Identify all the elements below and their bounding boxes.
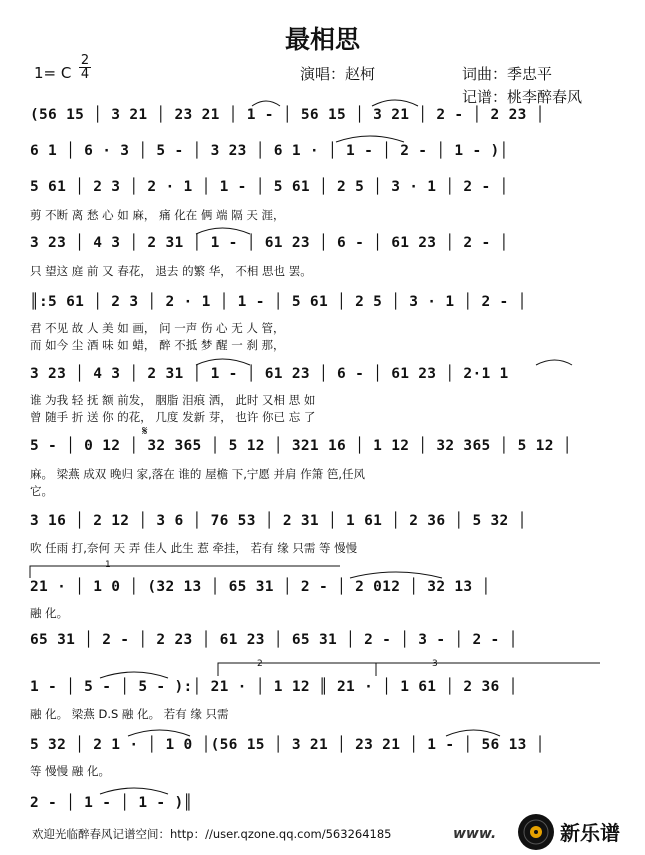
composer-credit: 词曲：季忠平 <box>462 65 553 83</box>
notation-row: ║:5 61 │ 2 3 │ 2 · 1 │ 1 - │ 5 61 │ 2 5 │ 3 · 1 │ 2 - │ <box>30 294 527 310</box>
tie-mark <box>536 360 572 365</box>
singer-credit: 演唱：赵柯 <box>300 65 376 83</box>
vinyl-record-icon <box>516 812 556 852</box>
watermark-url: www. <box>453 826 497 842</box>
key-signature: 1= C <box>34 64 72 82</box>
lyric-line: 吹 任雨 打,奈何 天 弄 佳人 此生 惹 牵挂， 若有 缘 只需 等 慢慢 <box>30 541 358 555</box>
tie-mark <box>100 672 168 678</box>
tie-mark <box>128 730 190 736</box>
lyric-line: 而 如今 尘 酒 味 如 蜡， 醉 不抵 梦 醒 一 刹 那， <box>30 338 285 352</box>
lyric-line: 它。 <box>30 484 53 498</box>
notation-row: 5 32 │ 2 1 · │ 1 0 │(56 15 │ 3 21 │ 23 21 │ 1 - │ 56 13 │ <box>30 737 545 753</box>
lyric-line: 君 不见 故 人 美 如 画， 问 一声 伤 心 无 人 管， <box>30 321 285 335</box>
tie-mark <box>336 136 404 142</box>
notation-row: 6 1 │ 6 · 3 │ 5 - │ 3 23 │ 6 1 · │ 1 - │ 2 - │ 1 - )│ <box>30 143 509 159</box>
watermark-brand: 新乐谱 <box>560 821 620 845</box>
notation-row: 3 23 │ 4 3 │ 2 31 │ 1 - │ 61 23 │ 6 - │ 61 23 │ 2 - │ <box>30 235 509 251</box>
volta-bracket <box>30 566 340 578</box>
lyric-line: 谁 为我 轻 抚 额 前发， 胭脂 泪痕 洒， 此时 又相 思 如 <box>30 393 316 407</box>
notation-row: (56 15 │ 3 21 │ 23 21 │ 1 - │ 56 15 │ 3 21 │ 2 - │ 2 23 │ <box>30 107 545 123</box>
tie-mark <box>350 572 442 578</box>
tie-mark <box>372 100 418 106</box>
volta-bracket <box>376 663 600 676</box>
volta-bracket <box>218 663 376 676</box>
volta-label: 2 <box>257 659 263 669</box>
tie-mark <box>196 228 250 234</box>
volta-label: 1 <box>105 560 111 570</box>
notation-row: 65 31 │ 2 - │ 2 23 │ 61 23 │ 65 31 │ 2 - │ 3 - │ 2 - │ <box>30 632 518 648</box>
tie-mark <box>100 788 168 794</box>
song-title: 最相思 <box>284 25 360 54</box>
segno-sign: 𝄋 <box>142 424 148 439</box>
footer-note: 欢迎光临醉春风记谱空间：http：//user.qzone.qq.com/563264185 <box>32 827 392 841</box>
lyric-line: 等 慢慢 融 化。 <box>30 764 110 778</box>
notation-row: 3 23 │ 4 3 │ 2 31 │ 1 - │ 61 23 │ 6 - │ 61 23 │ 2·1 1 <box>30 366 509 382</box>
lyric-line: 融 化。 梁燕 D.S 融 化。 若有 缘 只需 <box>30 707 229 721</box>
notation-row: 5 61 │ 2 3 │ 2 · 1 │ 1 - │ 5 61 │ 2 5 │ 3 · 1 │ 2 - │ <box>30 179 509 195</box>
time-signature-bottom: 4 <box>80 67 90 82</box>
notation-row: 1 - │ 5 - │ 5 - ):│ 21 · │ 1 12 ║ 21 · │ 1 61 │ 2 36 │ <box>30 679 518 695</box>
notation-row: 3 16 │ 2 12 │ 3 6 │ 76 53 │ 2 31 │ 1 61 │ 2 36 │ 5 32 │ <box>30 513 527 529</box>
lyric-line: 融 化。 <box>30 606 69 620</box>
lyric-line: 曾 随手 折 送 你 的花， 几度 发新 芽， 也许 你已 忘 了 <box>30 410 316 424</box>
time-signature-top: 2 <box>80 53 90 68</box>
volta-label: 3 <box>432 659 438 669</box>
tie-mark <box>196 359 250 365</box>
lyric-line: 只 望这 庭 前 又 春花， 退去 的繁 华， 不相 思也 罢。 <box>30 264 312 278</box>
transcriber-credit: 记谱：桃李醉春风 <box>462 88 583 106</box>
tie-mark <box>252 101 280 106</box>
lyric-line: 剪 不断 离 愁 心 如 麻， 痛 化在 俩 端 隔 天 涯， <box>30 208 285 222</box>
lyric-line: 麻。 梁燕 成双 晚归 家,落在 谁的 屋檐 下,宁愿 并肩 作箫 笆,任风 <box>30 467 366 481</box>
tie-mark <box>446 730 500 736</box>
notation-row: 5 - │ 0 12 │ 32 365 │ 5 12 │ 321 16 │ 1 12 │ 32 365 │ 5 12 │ <box>30 438 572 454</box>
notation-row: 21 · │ 1 0 │ (32 13 │ 65 31 │ 2 - │ 2 012 │ 32 13 │ <box>30 579 491 595</box>
notation-row: 2 - │ 1 - │ 1 - )║ <box>30 795 193 811</box>
